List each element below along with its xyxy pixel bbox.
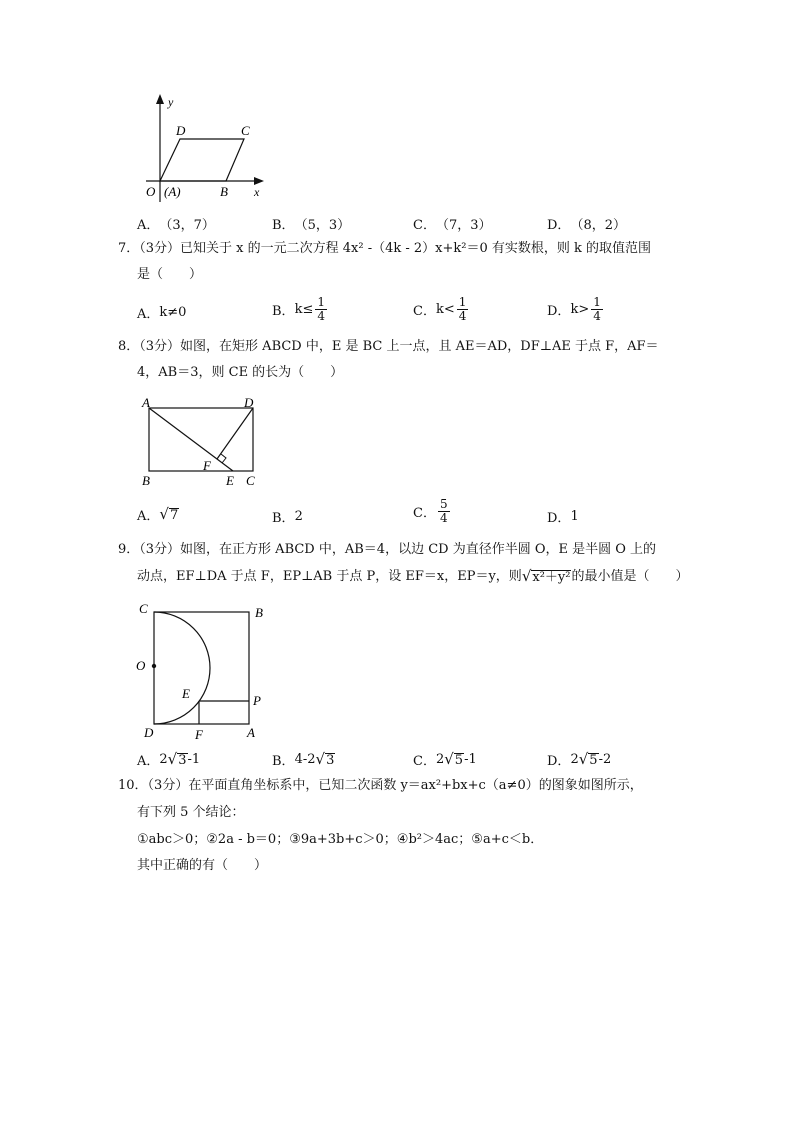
q10-stem-line2: 有下列 5 个结论：: [137, 805, 245, 820]
q9-stem-line2: 动点，EF⊥DA 于点 F，EP⊥AB 于点 P，设 EF＝x，EP＝y，则 √ x²＋y² 的最小值是（ ）: [137, 567, 689, 585]
option-letter: D．: [547, 754, 571, 769]
point-c-label: C: [246, 473, 255, 488]
q8-option-b[interactable]: [272, 507, 303, 526]
fraction: $\frac{1}{4}$: [317, 295, 325, 323]
option-text: （3，7）: [159, 218, 215, 233]
option-text: k>: [570, 302, 590, 317]
q10-conclusions: ①abc＞0；②2a - b＝0；③9a+3b+c＞0；④b²＞4ac；⑤a+c＜b．: [137, 832, 544, 847]
q8-option-d[interactable]: [547, 507, 579, 526]
point-f-label: F: [203, 458, 211, 473]
q9-option-c[interactable]: C． 2 √ 5 -1: [413, 749, 477, 769]
q8-option-c[interactable]: [413, 498, 450, 525]
q9-option-d[interactable]: D． 2 √ 5 -2: [547, 749, 612, 769]
option-text: （7，3）: [435, 218, 492, 233]
point-d-label: D: [244, 395, 254, 410]
q9-stem-line1: 9．（3分）如图，在正方形 ABCD 中，AB＝4，以边 CD 为直径作半圆 O，E 是半圆 O 上的: [118, 542, 657, 557]
option-letter: C．: [413, 754, 436, 769]
square-root: √ 5: [444, 749, 464, 768]
rectangle-abcd-figure: [138, 392, 268, 490]
option-letter: C．: [413, 506, 436, 521]
q6-option-b[interactable]: [272, 214, 350, 233]
q8-stem-line1: 8．（3分）如图，在矩形 ABCD 中，E 是 BC 上一点，且 AE＝AD，DF⊥AE 于点 F，AF＝: [118, 339, 659, 354]
point-a-label: A: [142, 395, 150, 410]
option-letter: C．: [413, 304, 436, 319]
fraction: $\frac{1}{4}$: [593, 295, 601, 323]
point-o-label: O: [146, 184, 156, 199]
point-d-label: D: [176, 123, 186, 138]
q7-option-a[interactable]: [137, 303, 186, 322]
point-c-label: C: [139, 601, 148, 616]
option-text: （5，3）: [294, 218, 351, 233]
point-d-label: D: [144, 725, 154, 740]
q7-option-c[interactable]: [413, 296, 468, 323]
option-letter: D．: [547, 511, 571, 526]
q10-stem-line4: 其中正确的有（ ）: [137, 858, 268, 873]
option-letter: D．: [547, 304, 571, 319]
square-semicircle-figure: [134, 598, 274, 742]
square-root: √ 5: [578, 749, 598, 768]
point-b-label: B: [255, 605, 263, 620]
square-root: √ x²＋y²: [521, 567, 571, 585]
q6-option-a[interactable]: [137, 214, 215, 233]
point-p-label: P: [253, 693, 261, 708]
q7-option-b[interactable]: [272, 296, 327, 323]
q8-option-a[interactable]: [137, 505, 179, 524]
square-root: √ 7: [159, 504, 179, 523]
option-letter: A．: [137, 754, 160, 769]
square-root: √ 3: [167, 749, 187, 768]
point-c-label: C: [241, 123, 250, 138]
q7-option-d[interactable]: [547, 296, 603, 323]
option-letter: B．: [272, 218, 295, 233]
fraction: $\frac{5}{4}$: [439, 497, 448, 525]
option-text: （8，2）: [570, 218, 626, 233]
point-e-label: E: [226, 473, 234, 488]
option-letter: A．: [137, 509, 160, 524]
point-f-label: F: [195, 727, 203, 742]
point-a-label: A: [247, 725, 255, 740]
option-text: k<: [435, 302, 455, 317]
option-letter: A．: [137, 307, 160, 322]
q10-stem-line1: 10．（3分）在平面直角坐标系中，已知二次函数 y＝ax²+bx+c（a≠0）的图象如图所示，: [118, 778, 643, 793]
option-text: k≤: [294, 302, 314, 317]
q7-stem-line2: 是（ ）: [137, 267, 203, 282]
square-root: √ 3: [315, 749, 335, 768]
option-letter: A．: [137, 218, 160, 233]
option-text: 1: [570, 509, 579, 524]
option-letter: B．: [272, 754, 295, 769]
option-letter: C．: [413, 218, 436, 233]
point-o-label: O: [136, 658, 146, 673]
q8-stem-line2: 4，AB＝3，则 CE 的长为（ ）: [137, 365, 344, 380]
x-axis-label: x: [254, 185, 260, 199]
q6-option-c[interactable]: [413, 214, 492, 233]
option-text: k≠0: [159, 305, 187, 320]
option-letter: B．: [272, 304, 295, 319]
point-b-label: B: [220, 184, 228, 199]
q7-stem-line1: 7．（3分）已知关于 x 的一元二次方程 4x² -（4k - 2）x+k²＝0 有实数根，则 k 的取值范围: [118, 241, 652, 256]
option-text: 2: [294, 509, 303, 524]
option-letter: D．: [547, 218, 571, 233]
parallelogram-axes-figure: [140, 92, 270, 204]
q6-option-d[interactable]: [547, 214, 626, 233]
point-e-label: E: [182, 686, 190, 701]
point-b-label: B: [142, 473, 150, 488]
point-a-label: (A): [164, 184, 181, 199]
q9-option-a[interactable]: A． 2 √ 3 -1: [137, 749, 201, 769]
fraction: $\frac{1}{4}$: [458, 295, 467, 323]
option-letter: B．: [272, 511, 295, 526]
q9-option-b[interactable]: B． 4-2 √ 3: [272, 749, 335, 769]
y-axis-label: y: [168, 95, 174, 109]
